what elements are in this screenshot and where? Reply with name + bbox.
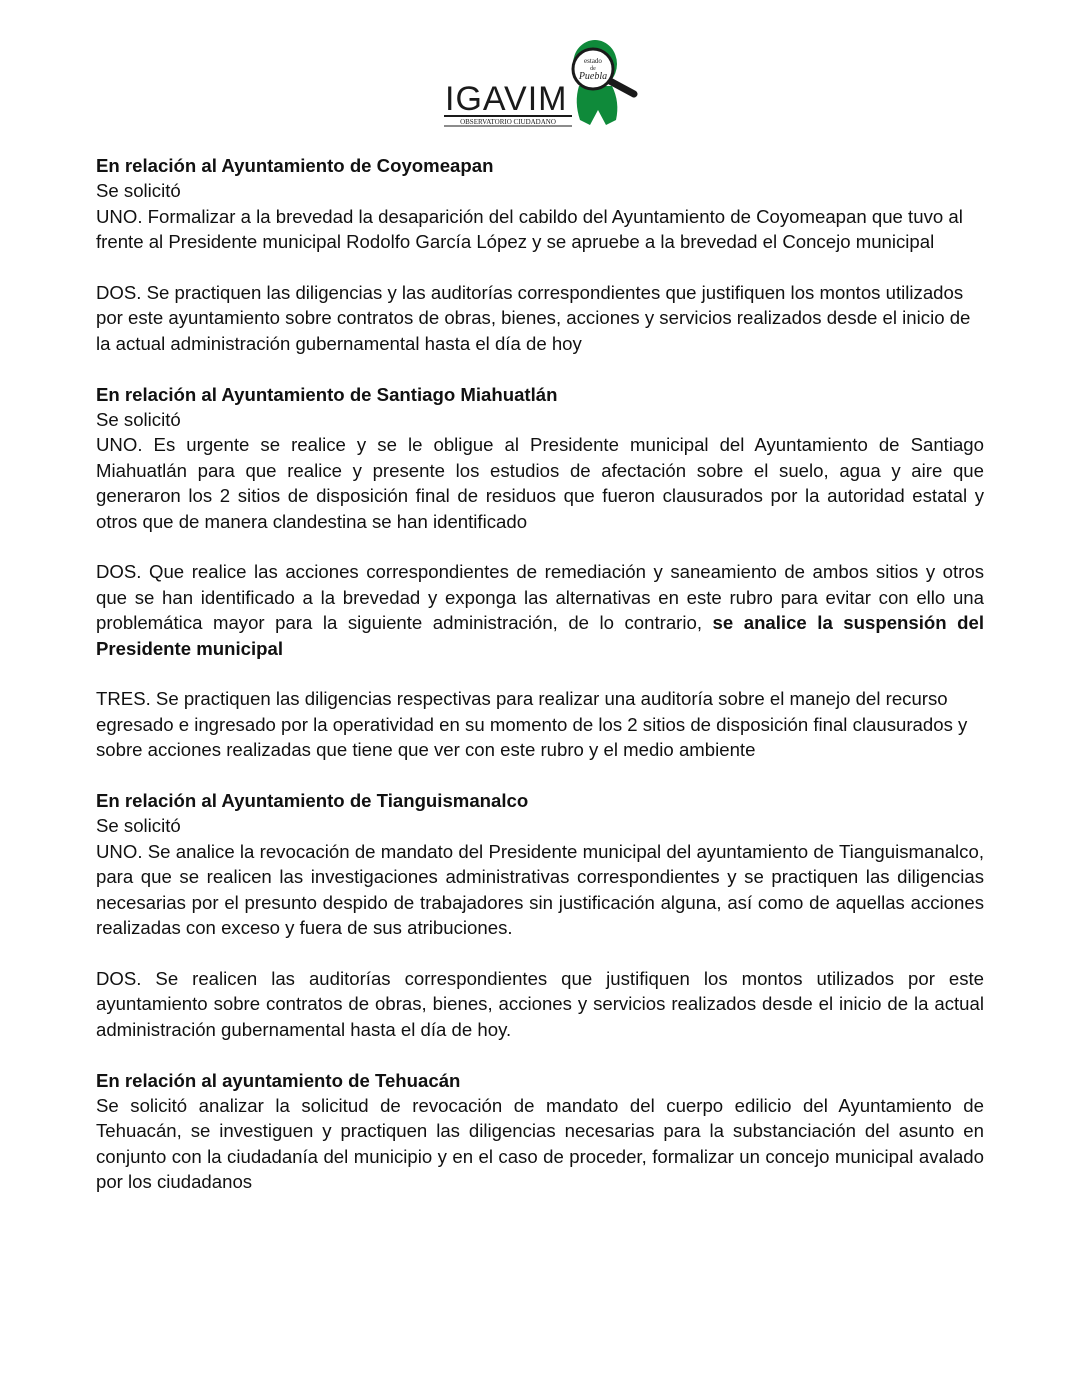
logo-badge-word-3: Puebla bbox=[578, 71, 608, 82]
paragraph-dos: DOS. Se practiquen las diligencias y las auditorías correspondientes que justifiquen los montos utilizados por este ayuntamiento sobre contratos de obras, bienes, acciones y servicios realizados desde el inicio de la actual administración gubernamental hasta el día de hoy bbox=[96, 282, 971, 354]
logo-badge-word-1: estado bbox=[584, 57, 602, 65]
section-santiago-miahuatlan bbox=[96, 382, 984, 763]
section-intro: Se solicitó bbox=[96, 409, 181, 431]
section-heading: En relación al ayuntamiento de Tehuacán bbox=[96, 1069, 461, 1091]
logo-wordmark: IGAVIM bbox=[445, 80, 568, 118]
section-intro: Se solicitó bbox=[96, 815, 181, 837]
paragraph-uno: UNO. Se analice la revocación de mandato del Presidente municipal del ayuntamiento de Tianguismanalco, para que se realicen las investigaciones administrativas correspondientes y se practiquen las diligencias necesarias por el presunto despido de trabajadores sin justificación alguna, así como de aquellas acciones realizadas con exceso y fuera de sus atribuciones. bbox=[96, 840, 984, 939]
paragraph-uno: UNO. Es urgente se realice y se le obligue al Presidente municipal del Ayuntamiento de Santiago Miahuatlán para que realice y presente los estudios de afectación sobre el suelo, agua y aire que generaron los 2 sitios de disposición final de residuos que fueron clausurados por la autoridad estatal y otros que de manera clandestina se han identificado bbox=[96, 434, 984, 532]
document-body bbox=[96, 153, 984, 1220]
section-coyomeapan bbox=[96, 153, 984, 356]
section-tehuacan bbox=[96, 1068, 984, 1195]
paragraph-body: Se solicitó analizar la solicitud de revocación de mandato del cuerpo edilicio del Ayuntamiento de Tehuacán, se investiguen y practiquen las diligencias necesarias para la substanciación del asunto en conjunto con la ciudadanía del municipio y en el caso de proceder, formalizar un concejo municipal avalado por los ciudadanos bbox=[96, 1094, 984, 1193]
igavim-logo bbox=[440, 30, 650, 130]
section-intro: Se solicitó bbox=[96, 180, 181, 202]
paragraph-uno: UNO. Formalizar a la brevedad la desaparición del cabildo del Ayuntamiento de Coyomeapan que tuvo al frente al Presidente municipal Rodolfo García López y se apruebe a la brevedad el Concejo municipal bbox=[96, 205, 963, 253]
igavim-logo-graphic bbox=[440, 30, 650, 130]
paragraph-dos-text: DOS. Que realice las acciones correspondientes de remediación y saneamiento de ambos sitios y otros que se han identificado a la brevedad y exponga las alternativas en este rubro para evitar con ello una problemática mayor para la siguiente administración, de lo contrario, bbox=[96, 561, 984, 634]
section-tianguismanalco bbox=[96, 788, 984, 1042]
paragraph-dos-emphasis: se analice la suspensión del Presidente municipal bbox=[96, 612, 984, 659]
logo-tagline: OBSERVATORIO CIUDADANO bbox=[460, 118, 556, 126]
section-heading: En relación al Ayuntamiento de Coyomeapan bbox=[96, 155, 494, 176]
section-heading: En relación al Ayuntamiento de Santiago Miahuatlán bbox=[96, 383, 558, 405]
paragraph-dos: DOS. Se realicen las auditorías correspondientes que justifiquen los montos utilizados por este ayuntamiento sobre contratos de obras, bienes, acciones y servicios realizados desde el inicio de la actual administración gubernamental hasta el día de hoy. bbox=[96, 967, 984, 1040]
paragraph-tres: TRES. Se practiquen las diligencias respectivas para realizar una auditoría sobre el manejo del recurso egresado e ingresado por la operatividad en su momento de los 2 sitios de disposición final clausurados y sobre acciones realizadas que tiene que ver con este rubro y el medio ambiente bbox=[96, 688, 968, 761]
logo-badge-word-2: de bbox=[590, 66, 596, 72]
section-heading: En relación al Ayuntamiento de Tianguismanalco bbox=[96, 790, 529, 812]
paragraph-dos bbox=[96, 559, 984, 661]
